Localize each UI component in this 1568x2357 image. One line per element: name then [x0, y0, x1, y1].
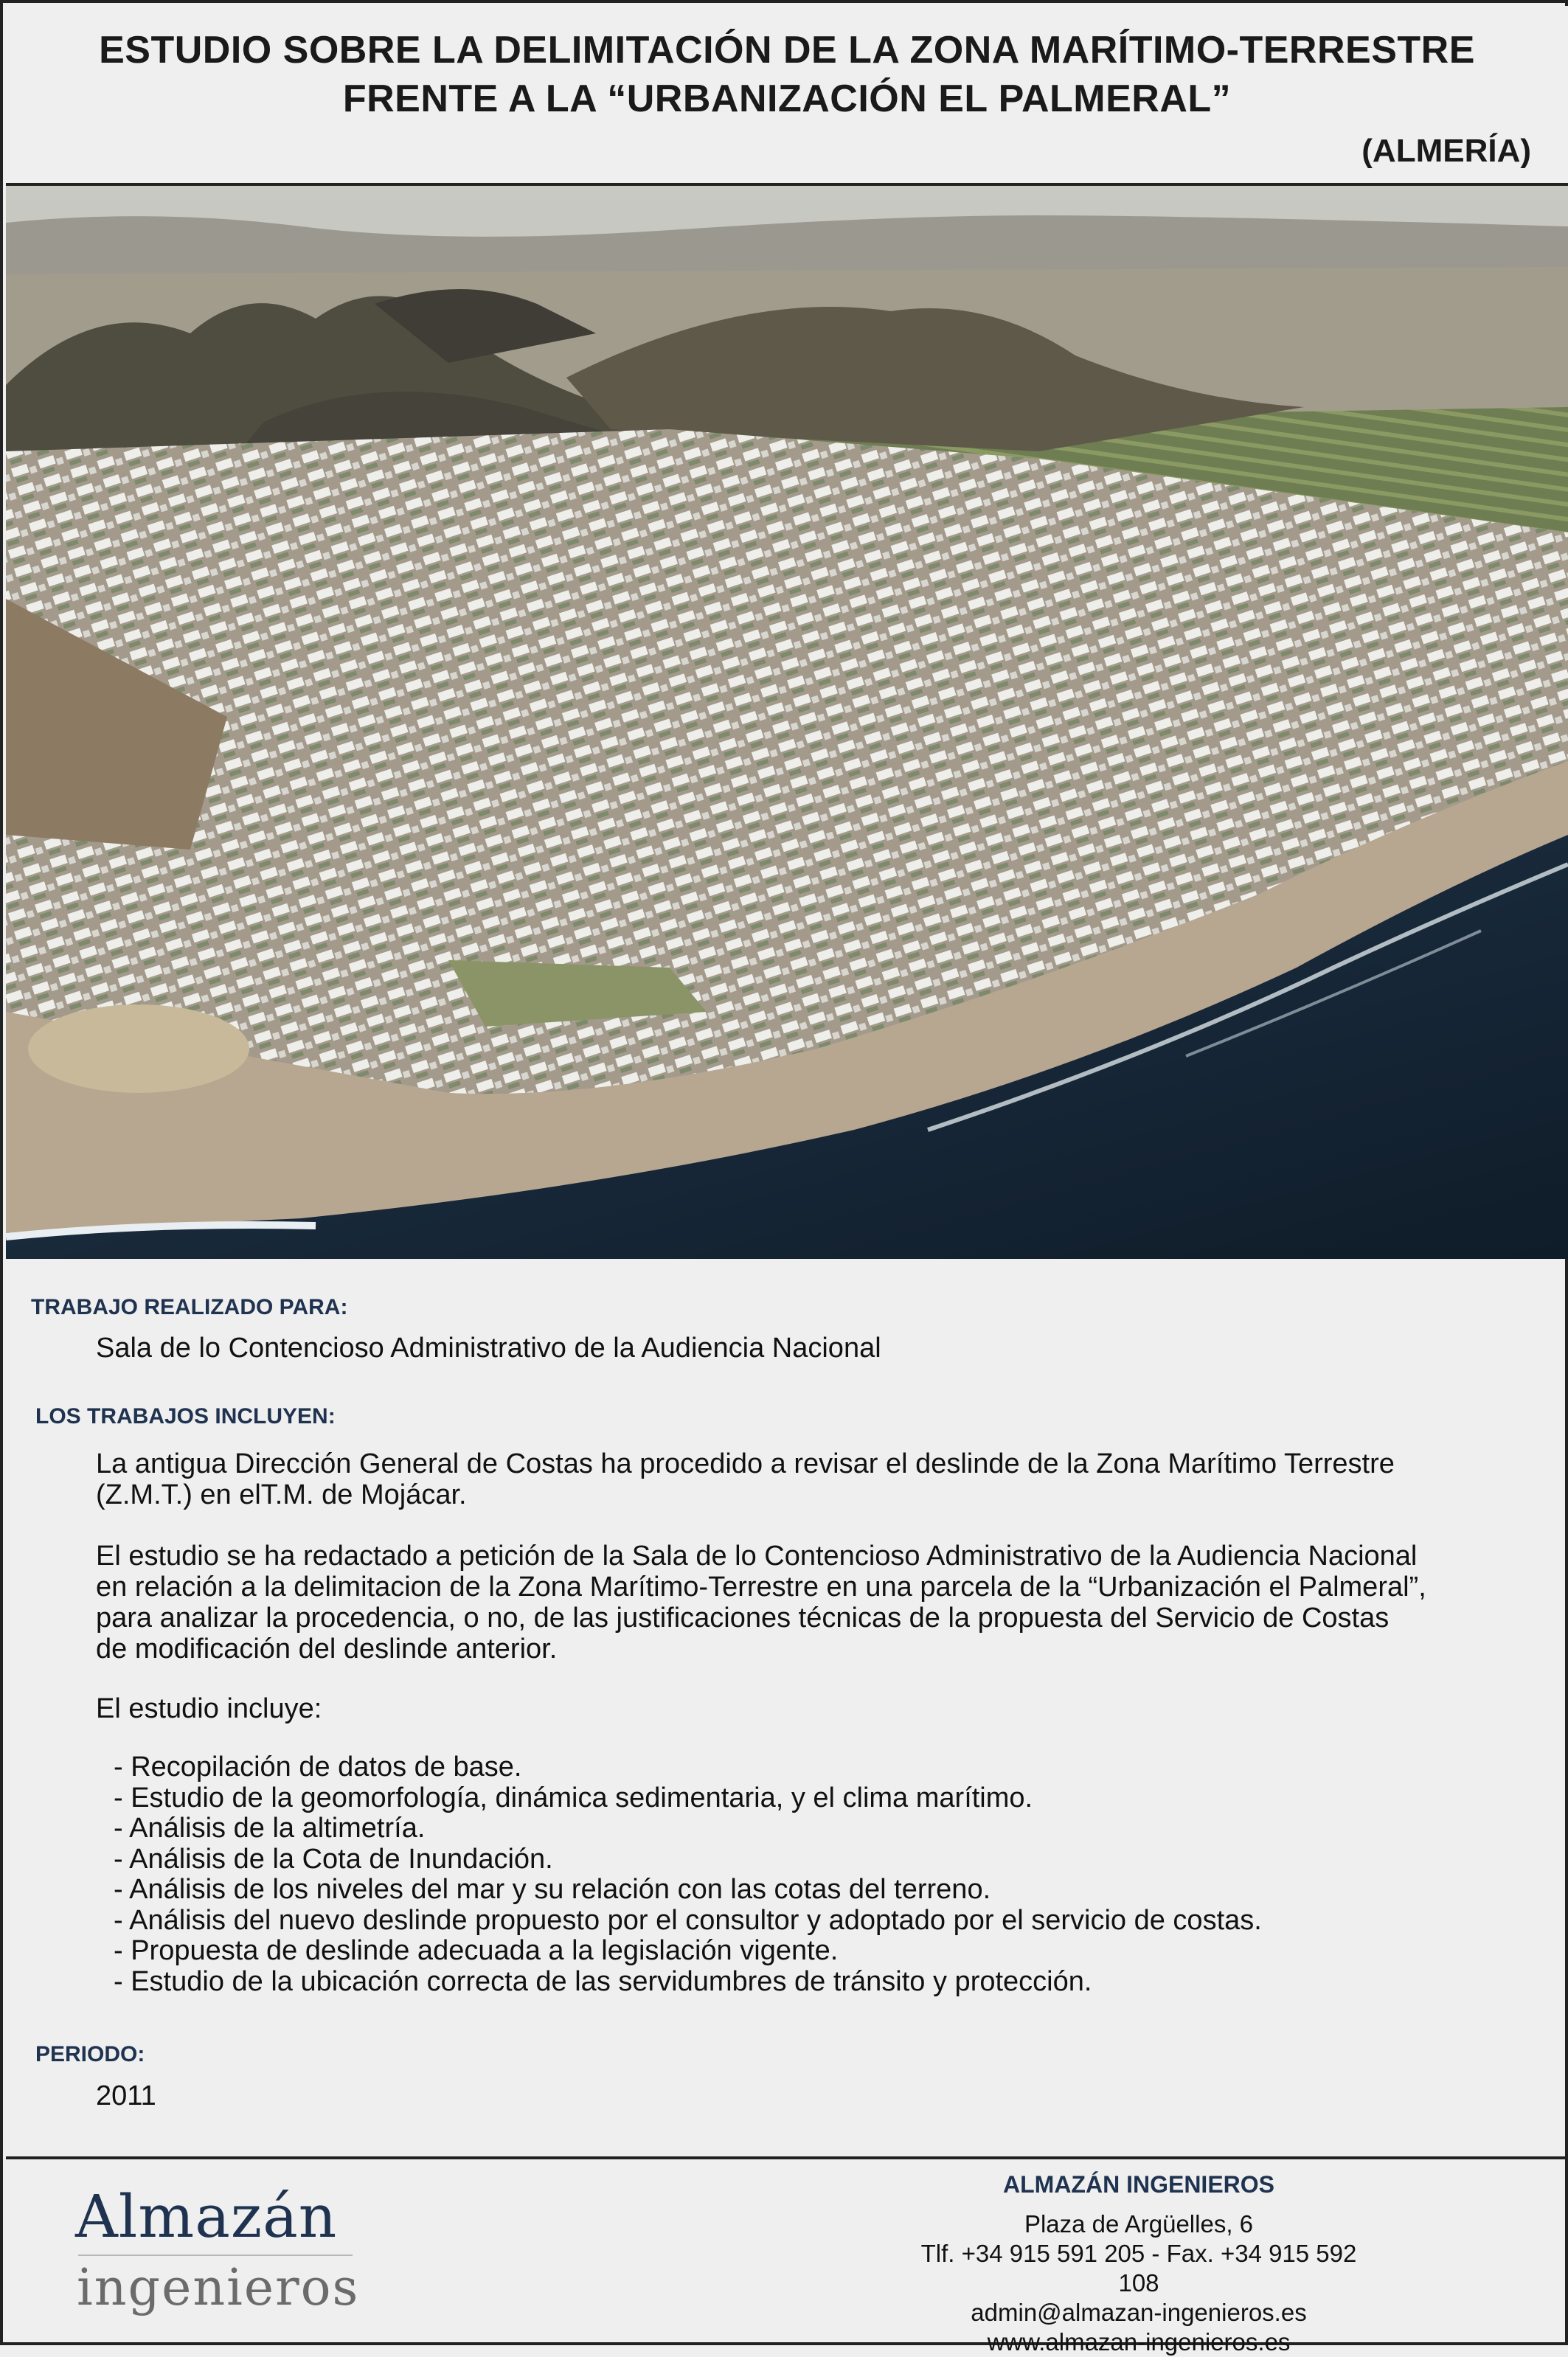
paragraph-3: El estudio incluye: — [96, 1693, 322, 1724]
period-value: 2011 — [96, 2080, 156, 2111]
company-name: ALMAZÁN INGENIEROS — [1003, 2171, 1274, 2198]
logo-wordmark-bottom: ingenieros — [77, 2259, 360, 2317]
contact-block — [917, 2170, 1360, 2357]
title-line-1: ESTUDIO SOBRE LA DELIMITACIÓN DE LA ZONA MARÍTIMO-TERRESTRE — [99, 29, 1475, 72]
paragraph-1-line: (Z.M.T.) en elT.M. de Mojácar. — [96, 1479, 467, 1510]
logo-wordmark-top: Almazán — [75, 2182, 338, 2251]
paragraph-2-line: El estudio se ha redactado a petición de la Sala de lo Contencioso Administrativo de la Audiencia Nacional — [96, 1541, 1418, 1572]
list-item: - Estudio de la ubicación correcta de las servidumbres de tránsito y protección. — [114, 1965, 1092, 1997]
paragraph-1-line: La antigua Dirección General de Costas ha procedido a revisar el deslinde de la Zona Marítimo Terrestre — [96, 1448, 1395, 1479]
work-list — [114, 1752, 1262, 1997]
list-item: - Estudio de la geomorfología, dinámica sedimentaria, y el clima marítimo. — [114, 1782, 1033, 1813]
paragraph-2 — [96, 1541, 1556, 1665]
footer-divider — [6, 2156, 1568, 2159]
website-link[interactable]: www.almazan-ingenieros.es — [987, 2328, 1291, 2356]
period-heading: PERIODO: — [35, 2042, 145, 2066]
logo-rule — [78, 2254, 353, 2256]
list-item: - Propuesta de deslinde adecuada a la legislación vigente. — [114, 1935, 839, 1966]
list-item: - Análisis del nuevo deslinde propuesto por el consultor y adoptado por el servicio de costas. — [114, 1904, 1262, 1936]
address: Plaza de Argüelles, 6 — [1024, 2210, 1254, 2238]
company-logo — [75, 2182, 360, 2322]
email-link[interactable]: admin@almazan-ingenieros.es — [971, 2299, 1307, 2326]
title-line-2: FRENTE A LA “URBANIZACIÓN EL PALMERAL” — [342, 77, 1232, 120]
list-item: - Análisis de la Cota de Inundación. — [114, 1843, 553, 1875]
list-item: - Análisis de la altimetría. — [114, 1813, 426, 1844]
paragraph-1 — [96, 1448, 1556, 1510]
list-item: - Recopilación de datos de base. — [114, 1752, 522, 1782]
paragraph-2-line: en relación a la delimitacion de la Zona Marítimo-Terrestre en una parcela de la “Urbanización el Palmeral”, — [96, 1572, 1426, 1603]
list-item: - Análisis de los niveles del mar y su relación con las cotas del terreno. — [114, 1874, 991, 1905]
client-heading: TRABAJO REALIZADO PARA: — [31, 1295, 348, 1319]
client-name: Sala de lo Contencioso Administrativo de la Audiencia Nacional — [96, 1333, 881, 1364]
header — [6, 6, 1568, 186]
work-heading: LOS TRABAJOS INCLUYEN: — [35, 1404, 336, 1429]
paragraph-2-line: de modificación del deslinde anterior. — [96, 1634, 558, 1665]
aerial-coast-photo — [6, 186, 1568, 1259]
paragraph-2-line: para analizar la procedencia, o no, de las justificaciones técnicas de la propuesta del Servicio de Costas — [96, 1603, 1390, 1634]
phone-fax: Tlf. +34 915 591 205 - Fax. +34 915 592 108 — [920, 2240, 1357, 2297]
region-label: (ALMERÍA) — [1361, 133, 1531, 169]
